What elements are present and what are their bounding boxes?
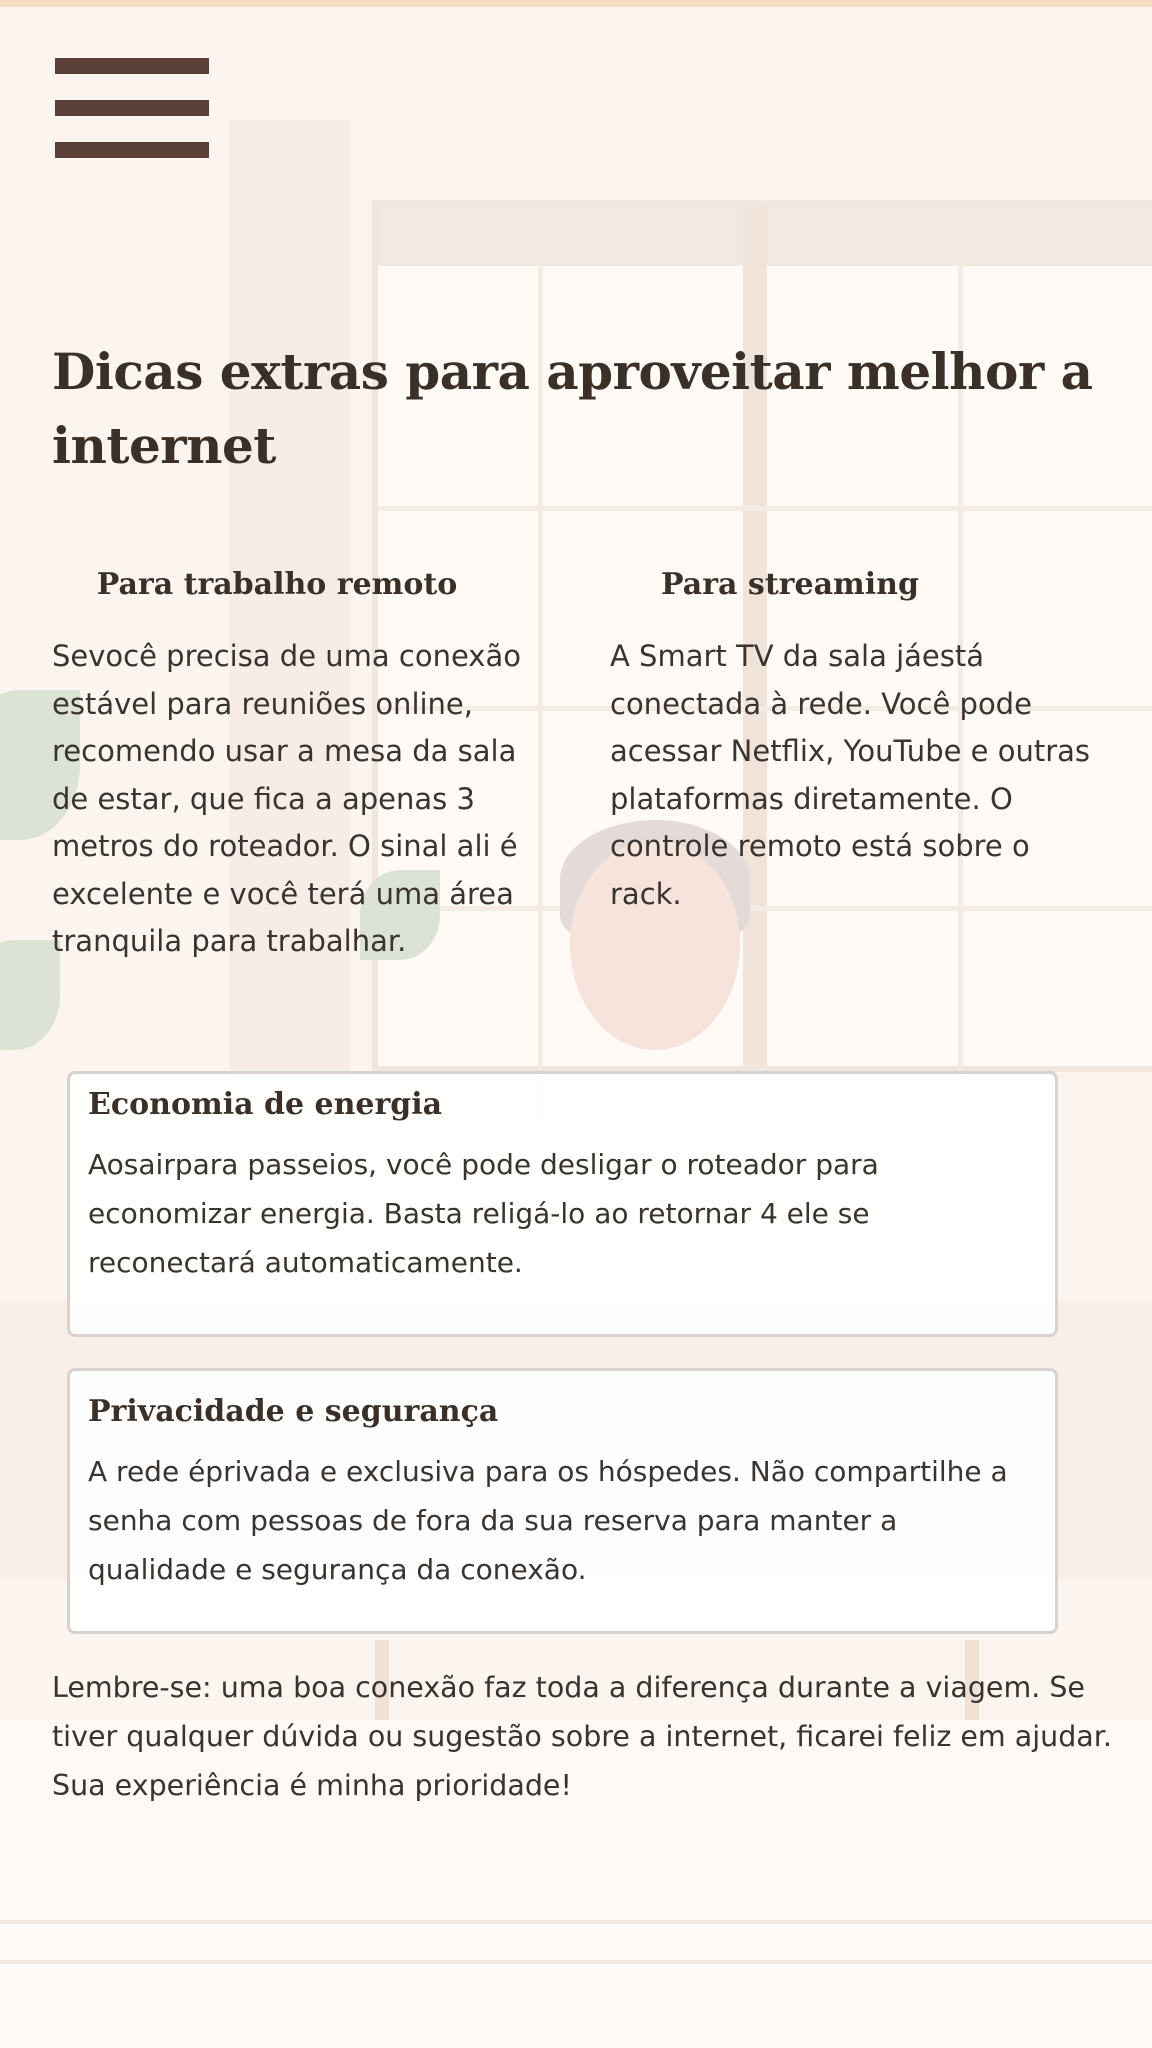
privacy-security-text: A rede éprivada e exclusiva para os hóspedes. Não compartilhe a senha com pessoas de fora da sua reserva para manter a qualidade e segurança da conexão.: [88, 1455, 1008, 1586]
energy-saving-text: Aosairpara passeios, você pode desligar o roteador para economizar energia. Basta religá-lo ao retornar 4 ele se reconectará automaticamente.: [88, 1148, 879, 1279]
energy-saving-card: [67, 1071, 1058, 1337]
page-title: Dicas extras para aproveitar melhor a internet: [52, 342, 1093, 475]
remote-work-text: Sevocê precisa de uma conexão estável para reuniões online, recomendo usar a mesa da sala de estar, que fica a apenas 3 metros do roteador. O sinal ali é excelente e você terá uma área tranquila para trabalhar.: [52, 639, 521, 958]
hamburger-menu-icon[interactable]: [55, 58, 209, 160]
privacy-security-heading: Privacidade e segurança: [88, 1394, 499, 1429]
closing-text: Lembre-se: uma boa conexão faz toda a diferença durante a viagem. Se tiver qualquer dúvida ou sugestão sobre a internet, ficarei feliz em ajudar. Sua experiência é minha prioridade!: [52, 1671, 1112, 1802]
energy-saving-heading: Economia de energia: [88, 1087, 443, 1122]
streaming-heading: Para streaming: [661, 567, 919, 602]
streaming-text: A Smart TV da sala jáestá conectada à rede. Você pode acessar Netflix, YouTube e outras plataformas diretamente. O controle remoto está sobre o rack.: [610, 639, 1091, 911]
privacy-security-card: [67, 1368, 1058, 1634]
remote-work-heading: Para trabalho remoto: [96, 567, 458, 602]
